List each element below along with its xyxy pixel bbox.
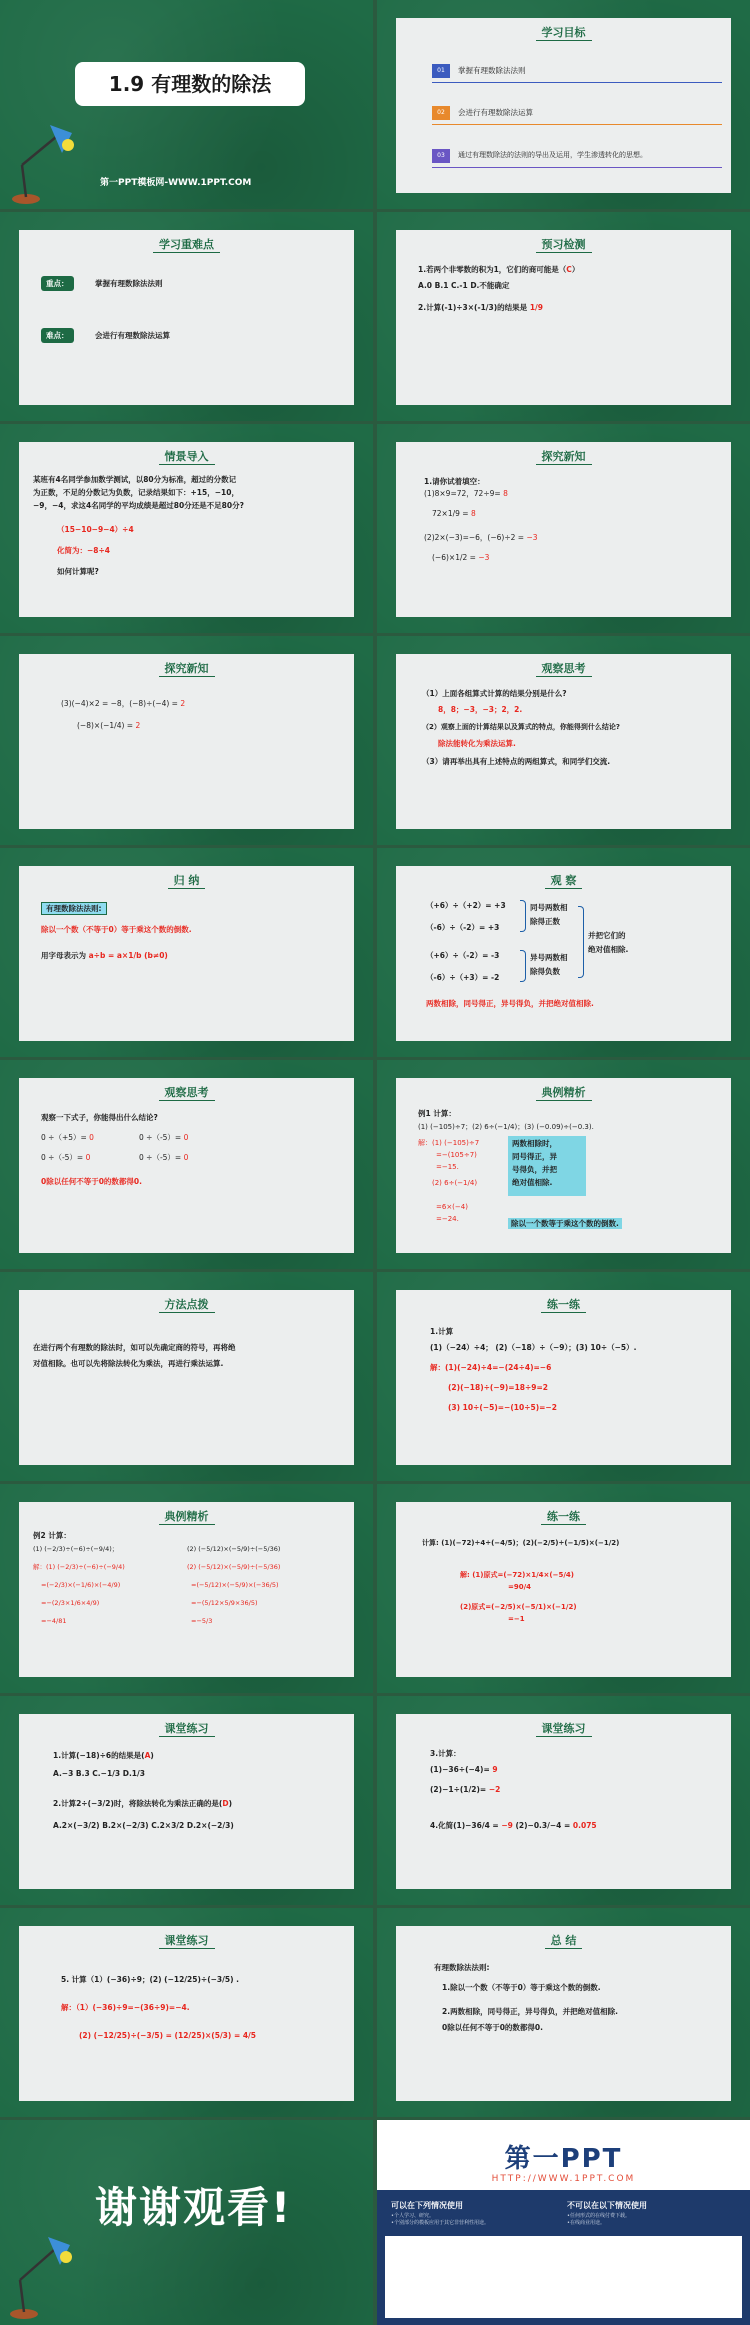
solution-line: =−(5/12×5/9×36/5) <box>191 1599 258 1607</box>
question: 如何计算呢? <box>57 567 99 576</box>
instruction: 1.计算 <box>430 1327 454 1336</box>
solution-line: =(−2/3)×(−1/6)×(−4/9) <box>41 1581 121 1589</box>
example-label: 例2 计算： <box>33 1531 71 1540</box>
divider <box>432 82 722 83</box>
solution-line: =−(105÷7) <box>436 1151 477 1159</box>
paragraph: 对值相除。也可以先将除法转化为乘法，再进行乘法运算. <box>33 1359 224 1368</box>
answer: 8，8；−3，−3；2，2. <box>438 705 523 714</box>
solution-line: (2) (−5/12)×(−5/9)÷(−5/36) <box>187 1563 281 1571</box>
slide-heading: 观察思考 <box>159 1086 215 1101</box>
paragraph: −9，−4，求这4名同学的平均成绩是超过80分还是不足80分? <box>33 501 244 510</box>
rule-text: 0除以任何不等于0的数都得0. <box>442 2023 544 2032</box>
hint-text: 同号得正，异 <box>512 1152 557 1161</box>
equation: （-6）÷（-2）= +3 <box>426 923 500 932</box>
problem: 5. 计算（1）(−36)÷9；(2) (−12/25)÷(−3/5) . <box>61 1975 239 1984</box>
equation: (2)2×(−3)=−6，(−6)÷2 = −3 <box>424 533 538 542</box>
instruction: 1.请你试着填空： <box>424 477 485 486</box>
conclusion: 0除以任何不等于0的数都得0. <box>41 1177 143 1186</box>
paragraph: 某班有4名同学参加数学测试，以80分为标准，超过的分数记 <box>33 475 237 484</box>
card <box>396 442 731 617</box>
slide-goals <box>377 0 750 209</box>
example-label: 例1 计算： <box>418 1109 456 1118</box>
card <box>19 1078 354 1253</box>
rule-label: 有理数除法法则: <box>434 1963 490 1972</box>
question: 2.计算2÷(−3/2)时，将除法转化为乘法正确的是(D) <box>53 1799 232 1808</box>
slide-key-points <box>0 212 373 421</box>
slide-heading: 学习重难点 <box>153 238 220 253</box>
slide-summary-rule <box>0 848 373 1057</box>
thanks-text: 谢谢观看! <box>95 2183 293 2232</box>
difficulty-tag: 难点： <box>41 328 74 343</box>
slide-exercise-2 <box>377 1696 750 1905</box>
solution-line: =−(2/3×1/6×4/9) <box>41 1599 100 1607</box>
slide-observe-zero <box>0 1060 373 1269</box>
solution-line: (2) (−12/25)÷(−3/5) = (12/25)×(5/3) = 4/5 <box>79 2031 257 2040</box>
card <box>396 866 731 1041</box>
divider <box>432 167 722 168</box>
usage-text: •个别部分的模板应用于其它非营利性用途。 <box>391 2220 489 2226</box>
summary-text: 两数相除，同号得正，异号得负，并把绝对值相除. <box>426 999 594 1008</box>
formula: （15−10−9−4）÷4 <box>57 525 134 534</box>
slide-heading: 课堂练习 <box>159 1934 215 1949</box>
brace-icon <box>520 900 526 932</box>
solution-line: 解：(1) (−105)÷7 <box>418 1139 480 1147</box>
slide-heading: 学习目标 <box>536 26 592 41</box>
card <box>396 1926 731 2101</box>
equation: (−8)×(−1/4) = 2 <box>77 721 141 730</box>
slide-practice-1 <box>377 1272 750 1481</box>
question: 1.若两个非零数的积为1，它们的商可能是（C） <box>418 265 580 274</box>
card <box>19 866 354 1041</box>
answer: 除法能转化为乘法运算. <box>438 739 516 748</box>
slide-example-1 <box>377 1060 750 1269</box>
rule-text: 并把它们的 <box>588 931 626 940</box>
slide-heading: 观察思考 <box>536 662 592 677</box>
hint-text: 除以一个数等于乘这个数的倒数. <box>508 1218 622 1229</box>
focus-text: 掌握有理数除法法则 <box>95 279 163 288</box>
equation: 0 ÷（-5）= 0 <box>139 1153 189 1162</box>
equation: 0 ÷（-5）= 0 <box>41 1153 91 1162</box>
equation: 0 ÷（-5）= 0 <box>139 1133 189 1142</box>
usage-text: •在线商业用途。 <box>567 2220 605 2226</box>
rule-text: 同号两数相 <box>530 903 568 912</box>
rule-text: 异号两数相 <box>530 953 568 962</box>
usage-text: •个人学习、研究。 <box>391 2213 434 2219</box>
slide-thanks <box>0 2120 373 2325</box>
difficulty-text: 会进行有理数除法运算 <box>95 331 170 340</box>
slide-explore-1 <box>377 424 750 633</box>
equation: （+6）÷（-2）= -3 <box>426 951 500 960</box>
problem: (1) (−105)÷7；(2) 6÷(−1/4)；(3) (−0.09)÷(−0.3). <box>418 1123 594 1131</box>
rule-text: 除以一个数（不等于0）等于乘这个数的倒数. <box>41 925 192 934</box>
card <box>19 654 354 829</box>
slide-intro <box>0 424 373 633</box>
rule-text: 2.两数相除，同号得正，异号得负，并把绝对值相除. <box>442 2007 618 2016</box>
hint-text: 绝对值相除. <box>512 1178 553 1187</box>
slide-heading: 典例精析 <box>536 1086 592 1101</box>
lamp-icon <box>8 2225 78 2320</box>
slide-heading: 练一练 <box>541 1510 586 1525</box>
card <box>396 1078 731 1253</box>
card <box>396 18 731 193</box>
solution-line: 解：（1）(−36)÷9=−(36÷9)=−4. <box>61 2003 190 2012</box>
solution-line: (2)原式=(−2/5)×(−5/1)×(−1/2) <box>460 1603 577 1611</box>
equation: （-6）÷（+3）= -2 <box>426 973 500 982</box>
slide-heading: 预习检测 <box>536 238 592 253</box>
usage-text: •任何形式的在线付费下载。 <box>567 2213 630 2219</box>
brand-url: HTTP://WWW.1PPT.COM <box>491 2174 636 2184</box>
card <box>19 230 354 405</box>
usage-heading: 不可以在以下情况使用 <box>567 2201 647 2210</box>
rule-letters: 用字母表示为 a÷b = a×1/b (b≠0) <box>41 951 168 960</box>
slide-conclusion <box>377 1908 750 2117</box>
question: （2）观察上面的计算结果以及算式的特点，你能得到什么结论? <box>422 723 620 731</box>
card <box>19 442 354 617</box>
divider <box>432 124 722 125</box>
goal-number: 02 <box>432 106 450 120</box>
solution-line: 解：(1)(−24)÷4=−(24÷4)=−6 <box>430 1363 552 1372</box>
solution-line: (2) 6÷(−1/4) <box>432 1179 478 1187</box>
solution-line: =−15. <box>436 1163 459 1171</box>
solution-line: (3) 10÷(−5)=−(10÷5)=−2 <box>448 1403 557 1412</box>
rule-text: 1.除以一个数（不等于0）等于乘这个数的倒数. <box>442 1983 601 1992</box>
focus-tag: 重点： <box>41 276 74 291</box>
slide-pretest <box>377 212 750 421</box>
page-title: 1.9 有理数的除法 <box>108 72 272 96</box>
slide-heading: 归 纳 <box>168 874 206 889</box>
rule-text: 绝对值相除. <box>588 945 629 954</box>
paragraph: 为正数，不足的分数记为负数，记录结果如下：+15，−10， <box>33 488 239 497</box>
hint-text: 号得负，并把 <box>512 1165 557 1174</box>
question: 1.计算(−18)÷6的结果是(A) <box>53 1751 154 1760</box>
rule-label: 有理数除法法则: <box>41 902 107 915</box>
solution-line: (2)(−18)÷(−9)=18÷9=2 <box>448 1383 549 1392</box>
solution-line: =6×(−4) <box>436 1203 468 1211</box>
goal-number: 01 <box>432 64 450 78</box>
slide-heading: 课堂练习 <box>536 1722 592 1737</box>
card <box>19 1502 354 1677</box>
solution-line: =(−5/12)×(−5/9)×(−36/5) <box>191 1581 279 1589</box>
solution-line: 解：(1) (−2/3)÷(−6)÷(−9/4) <box>33 1563 125 1571</box>
card <box>396 1290 731 1465</box>
site-label: 第一PPT模板网-WWW.1PPT.COM <box>100 178 252 188</box>
options: A.2×(−3/2) B.2×(−2/3) C.2×3/2 D.2×(−2/3) <box>53 1821 234 1830</box>
problem: (1) (−2/3)÷(−6)÷(−9/4)； <box>33 1545 119 1553</box>
solution-line: 解: (1)原式=(−72)×1/4×(−5/4) <box>460 1571 574 1579</box>
instruction: 3.计算： <box>430 1749 461 1758</box>
solution-line: =90/4 <box>508 1583 532 1591</box>
slide-heading: 观 察 <box>545 874 583 889</box>
slide-practice-2 <box>377 1484 750 1693</box>
slide-heading: 情景导入 <box>159 450 215 465</box>
brace-icon <box>520 950 526 982</box>
links-panel <box>385 2236 742 2318</box>
goal-text: 会进行有理数除法运算 <box>458 108 533 117</box>
paragraph: 在进行两个有理数的除法时，如可以先确定商的符号，再将绝 <box>33 1343 236 1352</box>
problem: (1)（−24）÷4； (2)（−18）÷（−9）；(3) 10÷（−5）. <box>430 1343 637 1352</box>
slide-heading: 方法点拨 <box>159 1298 215 1313</box>
slide-exercise-1 <box>0 1696 373 1905</box>
goal-number: 03 <box>432 149 450 163</box>
slide-heading: 课堂练习 <box>159 1722 215 1737</box>
equation: 72×1/9 = 8 <box>432 509 476 518</box>
solution-line: =−4/81 <box>41 1617 67 1625</box>
slide-exercise-3 <box>0 1908 373 2117</box>
slide-heading: 探究新知 <box>536 450 592 465</box>
options: A.0 B.1 C.-1 D.不能确定 <box>418 281 510 290</box>
card <box>19 1926 354 2101</box>
slide-example-2 <box>0 1484 373 1693</box>
question: （3）请再举出具有上述特点的两组算式，和同学们交流. <box>422 757 611 766</box>
card <box>19 1290 354 1465</box>
rule-text: 除得正数 <box>530 917 560 926</box>
equation: (−6)×1/2 = −3 <box>432 553 490 562</box>
slide-brand <box>377 2120 750 2325</box>
equation: (1)−36÷(−4)= 9 <box>430 1765 498 1774</box>
card <box>19 1714 354 1889</box>
solution-line: =−1 <box>508 1615 525 1623</box>
slide-title <box>0 0 373 209</box>
slide-heading: 练一练 <box>541 1298 586 1313</box>
rule-text: 除得负数 <box>530 967 560 976</box>
question: 观察一下式子，你能得出什么结论? <box>41 1113 158 1122</box>
equation: 0 ÷（+5）= 0 <box>41 1133 94 1142</box>
slide-heading: 总 结 <box>545 1934 583 1949</box>
solution-line: =−5/3 <box>191 1617 213 1625</box>
slide-method <box>0 1272 373 1481</box>
card <box>396 1502 731 1677</box>
hint-text: 两数相除时， <box>512 1139 557 1148</box>
slide-observe <box>377 636 750 845</box>
slide-observe-signs <box>377 848 750 1057</box>
equation: (1)8×9=72，72÷9= 8 <box>424 489 508 498</box>
goal-text: 通过有理数除法的法则的导出及运用，学生渗透转化的思想。 <box>458 151 647 159</box>
card <box>396 1714 731 1889</box>
slide-heading: 典例精析 <box>159 1510 215 1525</box>
question: （1）上面各组算式计算的结果分别是什么? <box>422 689 567 698</box>
card <box>396 230 731 405</box>
equation: (3)(−4)×2 = −8，(−8)÷(−4) = 2 <box>61 699 186 708</box>
brace-icon <box>578 906 584 978</box>
problem: (2) (−5/12)×(−5/9)÷(−5/36) <box>187 1545 281 1553</box>
usage-heading: 可以在下列情况使用 <box>391 2201 463 2210</box>
lamp-icon <box>10 115 80 205</box>
equation: （+6）÷（+2）= +3 <box>426 901 506 910</box>
equation: (2)−1÷(1/2)= −2 <box>430 1785 501 1794</box>
equation: 4.化简(1)−36/4 = −9 (2)−0.3/−4 = 0.075 <box>430 1821 597 1830</box>
formula: 化简为：−8÷4 <box>57 546 111 555</box>
solution-line: =−24. <box>436 1215 459 1223</box>
slide-explore-2 <box>0 636 373 845</box>
card <box>396 654 731 829</box>
slide-heading: 探究新知 <box>159 662 215 677</box>
brand-logo: 第一PPT <box>504 2144 623 2174</box>
options: A.−3 B.3 C.−1/3 D.1/3 <box>53 1769 145 1778</box>
question: 2.计算(-1)÷3×(-1/3)的结果是 1/9 <box>418 303 543 312</box>
problem: 计算: (1)(−72)÷4÷(−4/5)；(2)(−2/5)÷(−1/5)×(−1/2) <box>422 1539 620 1547</box>
goal-text: 掌握有理数除法法则 <box>458 66 526 75</box>
